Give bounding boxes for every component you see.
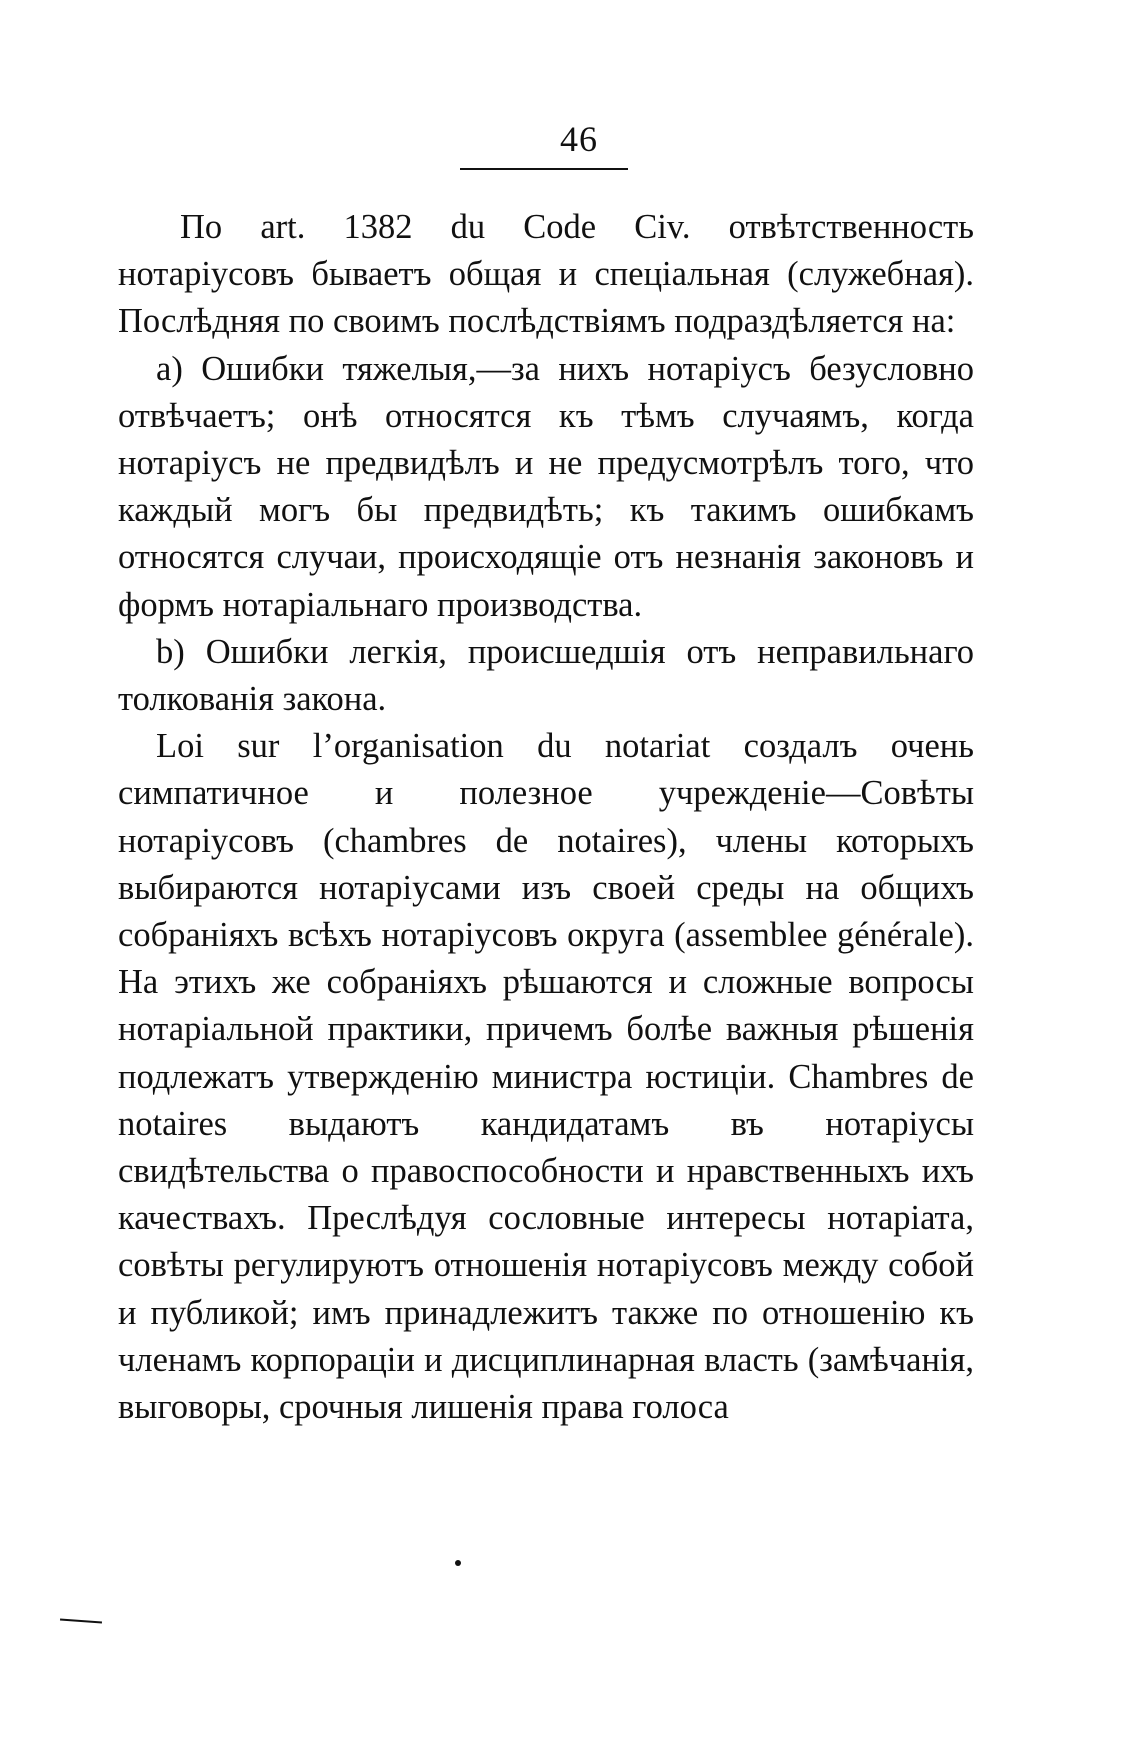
paragraph-grave-errors: a) Ошибки тяжелыя,—за нихъ нотаріусъ безусловно отвѣчаетъ; онѣ относятся къ тѣмъ случаямъ, когда нотаріусъ не предвидѣлъ и не предусмотрѣлъ того, что каждый могъ бы предвидѣть; къ такимъ ошибкамъ относятся случаи, происходящіе отъ незнанія законовъ и формъ нотаріальнаго производства. [118,349,974,624]
header-rule [460,168,628,170]
margin-dash-mark [60,1619,102,1624]
paragraph-chambers-of-notaries: Loi sur l’organisation du notariat создалъ очень симпатичное и полезное учрежденіе—Совѣты нотаріусовъ (chambres de notaires), члены которыхъ выбираются нотаріусами изъ своей среды на общихъ собраніяхъ всѣхъ нотаріусовъ округа (assemblee générale). На этихъ же собраніяхъ рѣшаются и сложные вопросы нотаріальной практики, причемъ болѣе важныя рѣшенія подлежатъ утвержденію министра юстиціи. Chambres de notaires выдаютъ кандидатамъ въ нотаріусы свидѣтельства о правоспособности и нравственныхъ ихъ качествахъ. Преслѣдуя сословные интересы нотаріата, совѣты регулируютъ отношенія нотаріусовъ между собой и публикой; имъ принадлежитъ также по отношенію къ членамъ корпораціи и дисциплинарная власть (замѣчанія, выговоры, срочныя лишенія права голоса [118,727,974,1427]
page-header [0,118,1140,160]
body-text [118,204,974,1431]
page-number: 46 [560,119,598,159]
paragraph-liability: По art. 1382 du Code Civ. отвѣтственность нотаріусовъ бываетъ общая и спеціальная (служебная). Послѣдняя по своимъ послѣдствіямъ подраздѣляется на: [118,208,974,341]
paragraph-light-errors: b) Ошибки легкія, происшедшія отъ неправильнаго толкованія закона. [118,632,974,719]
stray-dot-mark [455,1560,461,1566]
